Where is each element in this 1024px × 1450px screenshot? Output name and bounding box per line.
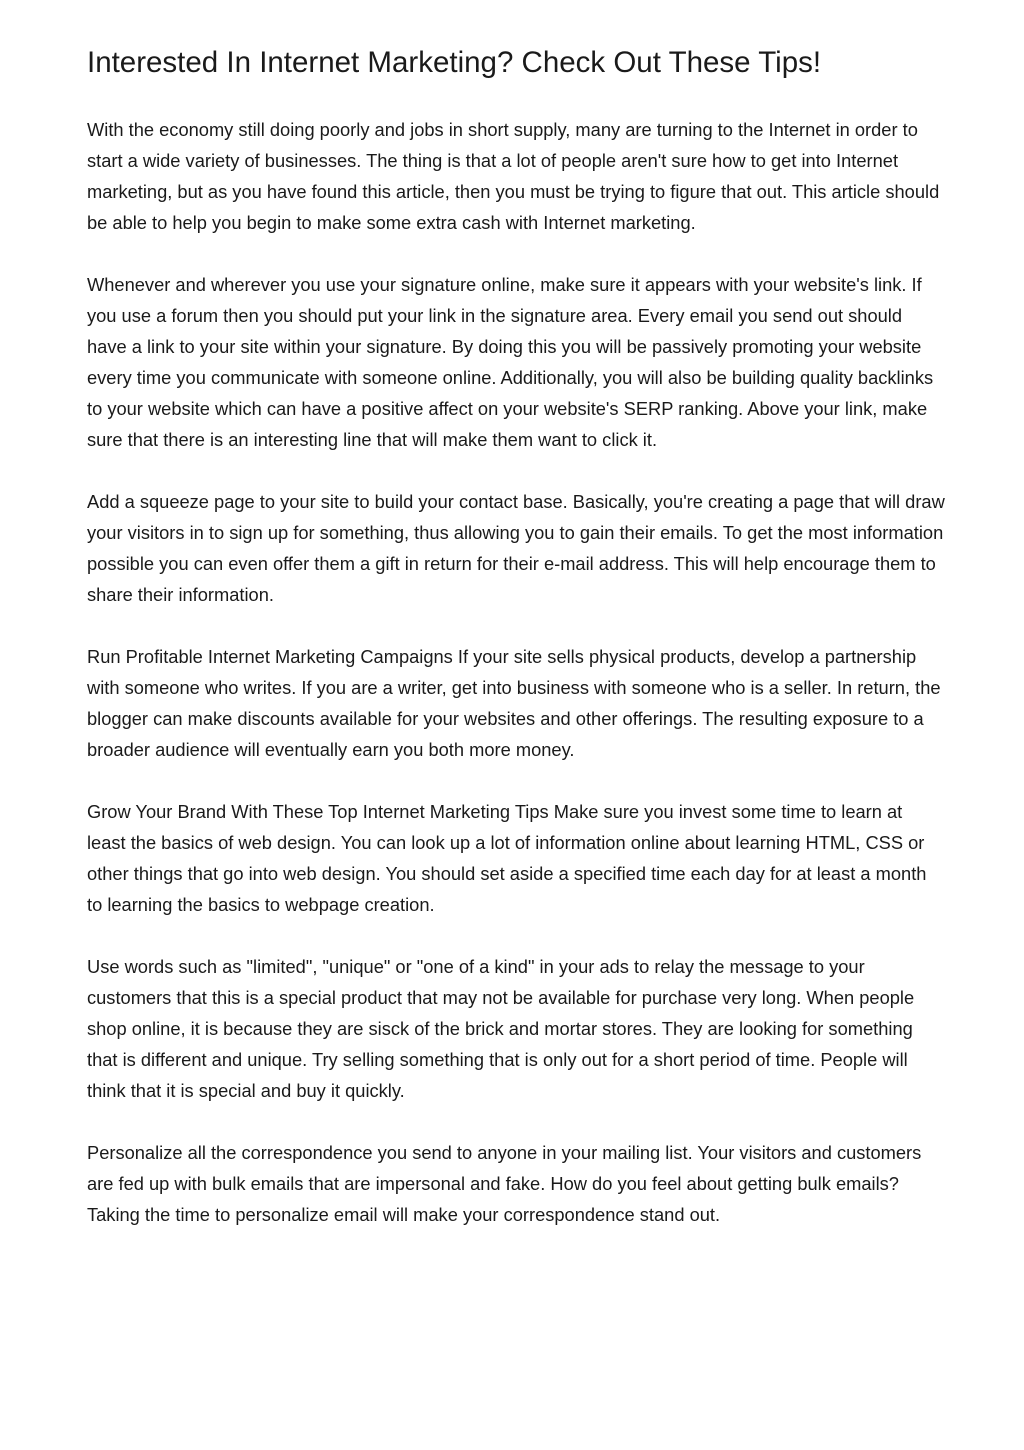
document-body xyxy=(87,114,945,1261)
document-title: Interested In Internet Marketing? Check Out These Tips! xyxy=(87,46,822,79)
paragraph-ad-words: Use words such as "limited", "unique" or "one of a kind" in your ads to relay the message to your customers that this is a special product that may not be available for purchase very long. When people shop online, it is because they are sisck of the brick and mortar stores. They are looking for something that is different and unique. Try selling something that is only out for a short period of time. People will think that it is special and buy it quickly. xyxy=(87,956,915,1101)
paragraph-squeeze-page: Add a squeeze page to your site to build your contact base. Basically, you're creating a page that will draw your visitors in to sign up for something, thus allowing you to gain their emails. To get the most information possible you can even offer them a gift in return for their e-mail address. This will help encourage them to share their information. xyxy=(87,491,945,605)
paragraph-personalize: Personalize all the correspondence you send to anyone in your mailing list. Your visitors and customers are fed up with bulk emails that are impersonal and fake. How do you feel about getting bulk emails? Taking the time to personalize email will make your correspondence stand out. xyxy=(87,1142,922,1225)
paragraph-partnership: Run Profitable Internet Marketing Campaigns If your site sells physical products, develop a partnership with someone who writes. If you are a writer, get into business with someone who is a seller. In return, the blogger can make discounts available for your websites and other offerings. The resulting exposure to a broader audience will eventually earn you both more money. xyxy=(87,646,941,760)
paragraph-intro: With the economy still doing poorly and jobs in short supply, many are turning to the Internet in order to start a wide variety of businesses. The thing is that a lot of people aren't sure how to get into Internet marketing, but as you have found this article, then you must be trying to figure that out. This article should be able to help you begin to make some extra cash with Internet marketing. xyxy=(87,119,940,233)
paragraph-signature: Whenever and wherever you use your signature online, make sure it appears with your website's link. If you use a forum then you should put your link in the signature area. Every email you send out should have a link to your site within your signature. By doing this you will be passively promoting your website every time you communicate with someone online. Additionally, you will also be building quality backlinks to your website which can have a positive affect on your website's SERP ranking. Above your link, make sure that there is an interesting line that will make them want to click it. xyxy=(87,274,934,450)
paragraph-web-design: Grow Your Brand With These Top Internet Marketing Tips Make sure you invest some time to learn at least the basics of web design. You can look up a lot of information online about learning HTML, CSS or other things that go into web design. You should set aside a specified time each day for at least a month to learning the basics to webpage creation. xyxy=(87,801,927,915)
